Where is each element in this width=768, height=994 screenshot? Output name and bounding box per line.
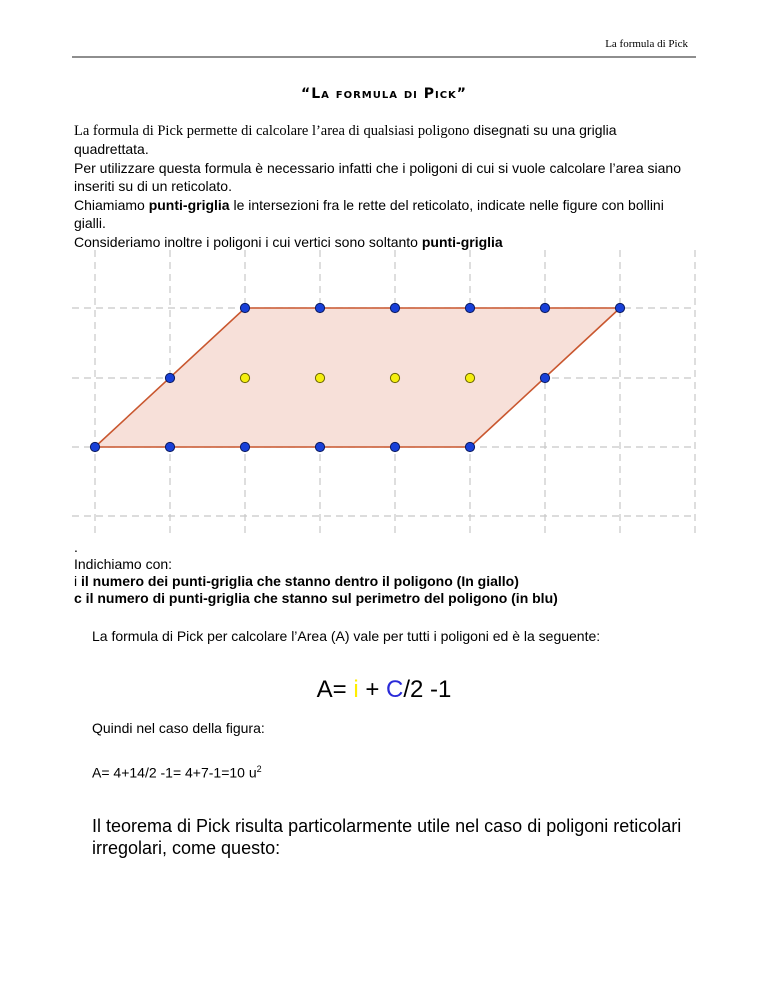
page-title: “La formula di Pick” [301,86,467,102]
boundary-point [315,303,324,312]
calc-exponent: 2 [256,764,262,774]
boundary-point [540,373,549,382]
defs-line-3-bold: c il numero di punti-griglia che stanno sul perimetro del poligono (in blu) [74,590,558,606]
intro-p4-pre: Consideriamo inoltre i poligoni i cui vertici sono soltanto [74,234,422,250]
intro-paragraph-1 [74,121,694,158]
boundary-point [315,442,324,451]
area-calculation [92,764,262,781]
calc-text: A= 4+14/2 -1= 4+7-1=10 u [92,764,257,781]
teorema-paragraph: Il teorema di Pick risulta particolarmente utile nel caso di poligoni reticolari irregolari, come questo: [92,816,682,858]
boundary-point [390,442,399,451]
boundary-point [165,442,174,451]
boundary-point [240,303,249,312]
interior-point [315,373,324,382]
defs-line-2-bold: il numero dei punti-griglia che stanno dentro il poligono (In giallo) [81,573,519,589]
boundary-point [165,373,174,382]
intro-paragraph-4 [74,233,694,251]
boundary-point [240,442,249,451]
defs-dot: . [74,539,78,555]
intro-section [74,121,694,252]
defs-line-2-pre: i [74,573,81,589]
parallelogram-figure [72,250,696,536]
formula-rest: /2 -1 [403,676,452,703]
formula-intro: La formula di Pick per calcolare l’Area (A) vale per tutti i poligoni ed è la seguente: [92,628,601,644]
defs-line-1: Indichiamo con: [74,556,173,572]
interior-point [465,373,474,382]
page-header [72,36,696,58]
formula-a: A= [316,676,354,703]
intro-p3-post: le intersezioni fra le rette del reticolato, indicate nelle figure con bollini gialli. [74,197,664,231]
intro-paragraph-3 [74,196,694,232]
pick-formula [0,676,768,704]
definitions-section [74,539,694,607]
intro-p4-bold: punti-griglia [421,234,503,250]
formula-plus: + [358,676,387,703]
formula-i: i [353,676,359,703]
defs-line-2 [74,573,694,590]
formula-c: C [386,676,404,703]
boundary-point [465,442,474,451]
intro-p1-rest: disegnati su una griglia quadrettata. [74,122,617,157]
interior-point [240,373,249,382]
intro-paragraph-2: Per utilizzare questa formula è necessario infatti che i poligoni di cui si vuole calcolare l’area siano inseriti su di un reticolato. [74,160,681,194]
intro-p3-bold: punti-griglia [148,197,230,213]
intro-p1-serif: La formula di Pick permette di calcolare l’area di qualsiasi poligono [74,123,470,139]
quindi-text: Quindi nel caso della figura: [92,720,265,736]
intro-p3-pre: Chiamiamo [74,197,149,213]
header-text: La formula di Pick [605,38,688,50]
boundary-point [390,303,399,312]
boundary-point [540,303,549,312]
boundary-point [90,442,99,451]
boundary-point [615,303,624,312]
interior-point [390,373,399,382]
boundary-point [465,303,474,312]
defs-line-3 [74,590,694,607]
